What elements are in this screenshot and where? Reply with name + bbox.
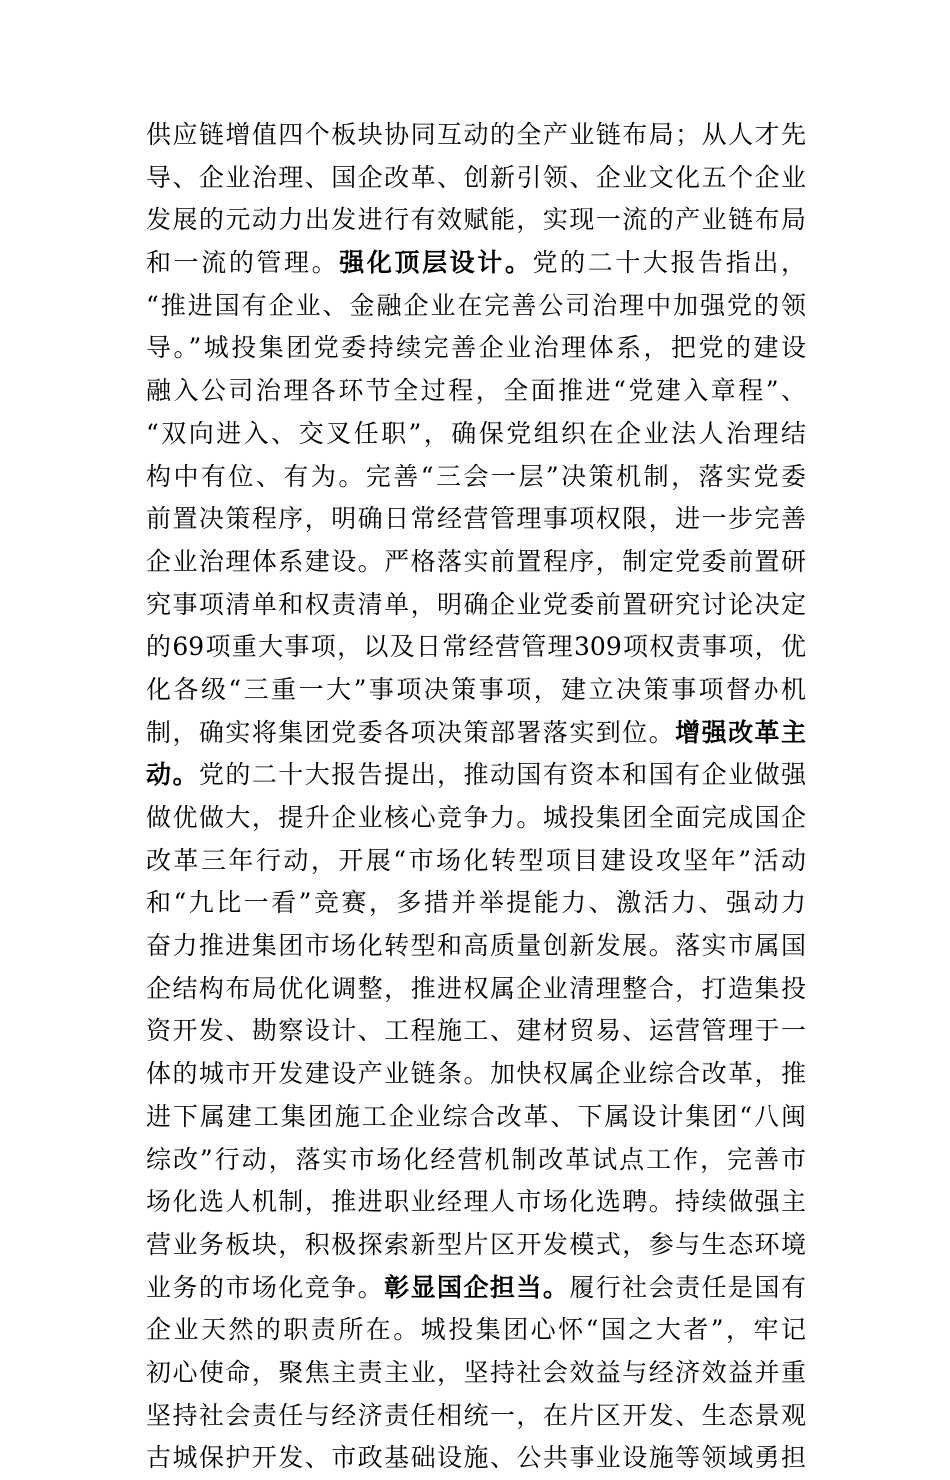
text-line <box>146 1053 806 1096</box>
body-text-segment: 综改”行动，落实市场化经营机制改革试点工作，完善市 <box>146 1144 806 1174</box>
text-line <box>146 242 806 285</box>
body-text-segment: 制，确实将集团党委各项决策部署落实到位。 <box>146 717 676 747</box>
text-line <box>146 712 806 755</box>
text-line <box>146 840 806 883</box>
text-line <box>146 456 806 499</box>
body-text-segment: “推进国有企业、金融企业在完善公司治理中加强党的领 <box>146 290 806 320</box>
body-text-segment: 坚持社会责任与经济责任相统一，在片区开发、生态景观 <box>146 1400 806 1430</box>
text-line <box>146 1010 806 1053</box>
text-line <box>146 1309 806 1352</box>
body-text-segment: 企业治理体系建设。严格落实前置程序，制定党委前置研 <box>146 546 806 576</box>
text-line <box>146 1224 806 1267</box>
bold-heading-text: 动。 <box>146 760 199 790</box>
body-text-segment: 构中有位、有为。完善“三会一层”决策机制，落实党委 <box>146 461 806 491</box>
body-text-segment: 做优做大，提升企业核心竞争力。城投集团全面完成国企 <box>146 803 806 832</box>
text-line <box>146 626 806 669</box>
text-line <box>146 1267 806 1310</box>
body-text-segment: 化各级“三重一大”事项决策事项，建立决策事项督办机 <box>146 674 806 704</box>
body-text-segment: 场化选人机制，推进职业经理人市场化选聘。持续做强主 <box>146 1187 806 1217</box>
text-line <box>146 498 806 541</box>
text-line <box>146 114 806 157</box>
body-text-segment: 履行社会责任是国有 <box>569 1272 806 1302</box>
body-text-segment: 和一流的管理。 <box>146 248 340 278</box>
body-text-segment: 改革三年行动，开展“市场化转型项目建设攻坚年”活动 <box>146 845 806 875</box>
text-line <box>146 754 806 797</box>
body-text-segment: 和“九比一看”竞赛，多措并举提能力、激活力、强动力 <box>146 888 806 918</box>
body-text-segment: 进下属建工集团施工企业综合改革、下属设计集团“八闽 <box>146 1101 806 1131</box>
body-text-segment: 企业天然的职责所在。城投集团心怀“国之大者”，牢记 <box>146 1315 806 1345</box>
body-text-segment: 导。”城投集团党委持续完善企业治理体系，把党的建设 <box>146 333 806 363</box>
text-line <box>146 1096 806 1139</box>
body-text-segment: 党的二十大报告指出， <box>532 248 806 278</box>
text-line <box>146 370 806 413</box>
body-text-segment: 业务的市场化竞争。 <box>146 1272 385 1302</box>
body-text-segment: 究事项清单和权责清单，明确企业党委前置研究讨论决定 <box>146 589 806 619</box>
body-text <box>146 114 806 1480</box>
body-text-segment: 资开发、勘察设计、工程施工、建材贸易、运营管理于一 <box>146 1016 806 1046</box>
body-text-segment: 导、企业治理、国企改革、创新引领、企业文化五个企业 <box>146 162 806 192</box>
text-line <box>146 968 806 1011</box>
body-text-segment: 发展的元动力出发进行有效赋能，实现一流的产业链布局 <box>146 205 806 235</box>
text-line <box>146 882 806 925</box>
body-text-segment: 体的城市开发建设产业链条。加快权属企业综合改革，推 <box>146 1059 806 1089</box>
body-text-segment: 企结构布局优化调整，推进权属企业清理整合，打造集投 <box>146 973 806 1003</box>
body-text-segment: 供应链增值四个板块协同互动的全产业链布局；从人才先 <box>146 120 806 149</box>
bold-heading-text: 彰显国企担当。 <box>384 1272 570 1302</box>
bold-heading-text: 增强改革主 <box>675 717 806 747</box>
body-text-segment: 营业务板块，积极探索新型片区开发模式，参与生态环境 <box>146 1229 806 1259</box>
text-line <box>146 1139 806 1182</box>
text-line <box>146 1437 806 1480</box>
text-line <box>146 541 806 584</box>
text-line <box>146 157 806 200</box>
bold-heading-text: 强化顶层设计。 <box>339 248 533 278</box>
text-line <box>146 1181 806 1224</box>
text-line <box>146 285 806 328</box>
text-line <box>146 584 806 627</box>
text-line <box>146 669 806 712</box>
body-text-segment: 奋力推进集团市场化转型和高质量创新发展。落实市属国 <box>146 931 806 961</box>
body-text-segment: 前置决策程序，明确日常经营管理事项权限，进一步完善 <box>146 504 806 534</box>
body-text-segment: 党的二十大报告提出，推动国有资本和国有企业做强 <box>198 760 806 790</box>
text-line <box>146 1395 806 1438</box>
body-text-segment: 初心使命，聚焦主责主业，坚持社会效益与经济效益并重 <box>146 1357 806 1387</box>
text-line <box>146 413 806 456</box>
text-line <box>146 327 806 370</box>
body-text-segment: 融入公司治理各环节全过程，全面推进“党建入章程”、 <box>146 376 806 406</box>
text-line <box>146 797 806 840</box>
text-line <box>146 199 806 242</box>
body-text-segment: “双向进入、交叉任职”，确保党组织在企业法人治理结 <box>146 418 806 448</box>
text-line <box>146 1352 806 1395</box>
body-text-segment: 古城保护开发、市政基础设施、公共事业设施等领域勇担 <box>146 1443 806 1473</box>
text-line <box>146 925 806 968</box>
body-text-segment: 的69项重大事项，以及日常经营管理309项权责事项，优 <box>146 632 806 662</box>
